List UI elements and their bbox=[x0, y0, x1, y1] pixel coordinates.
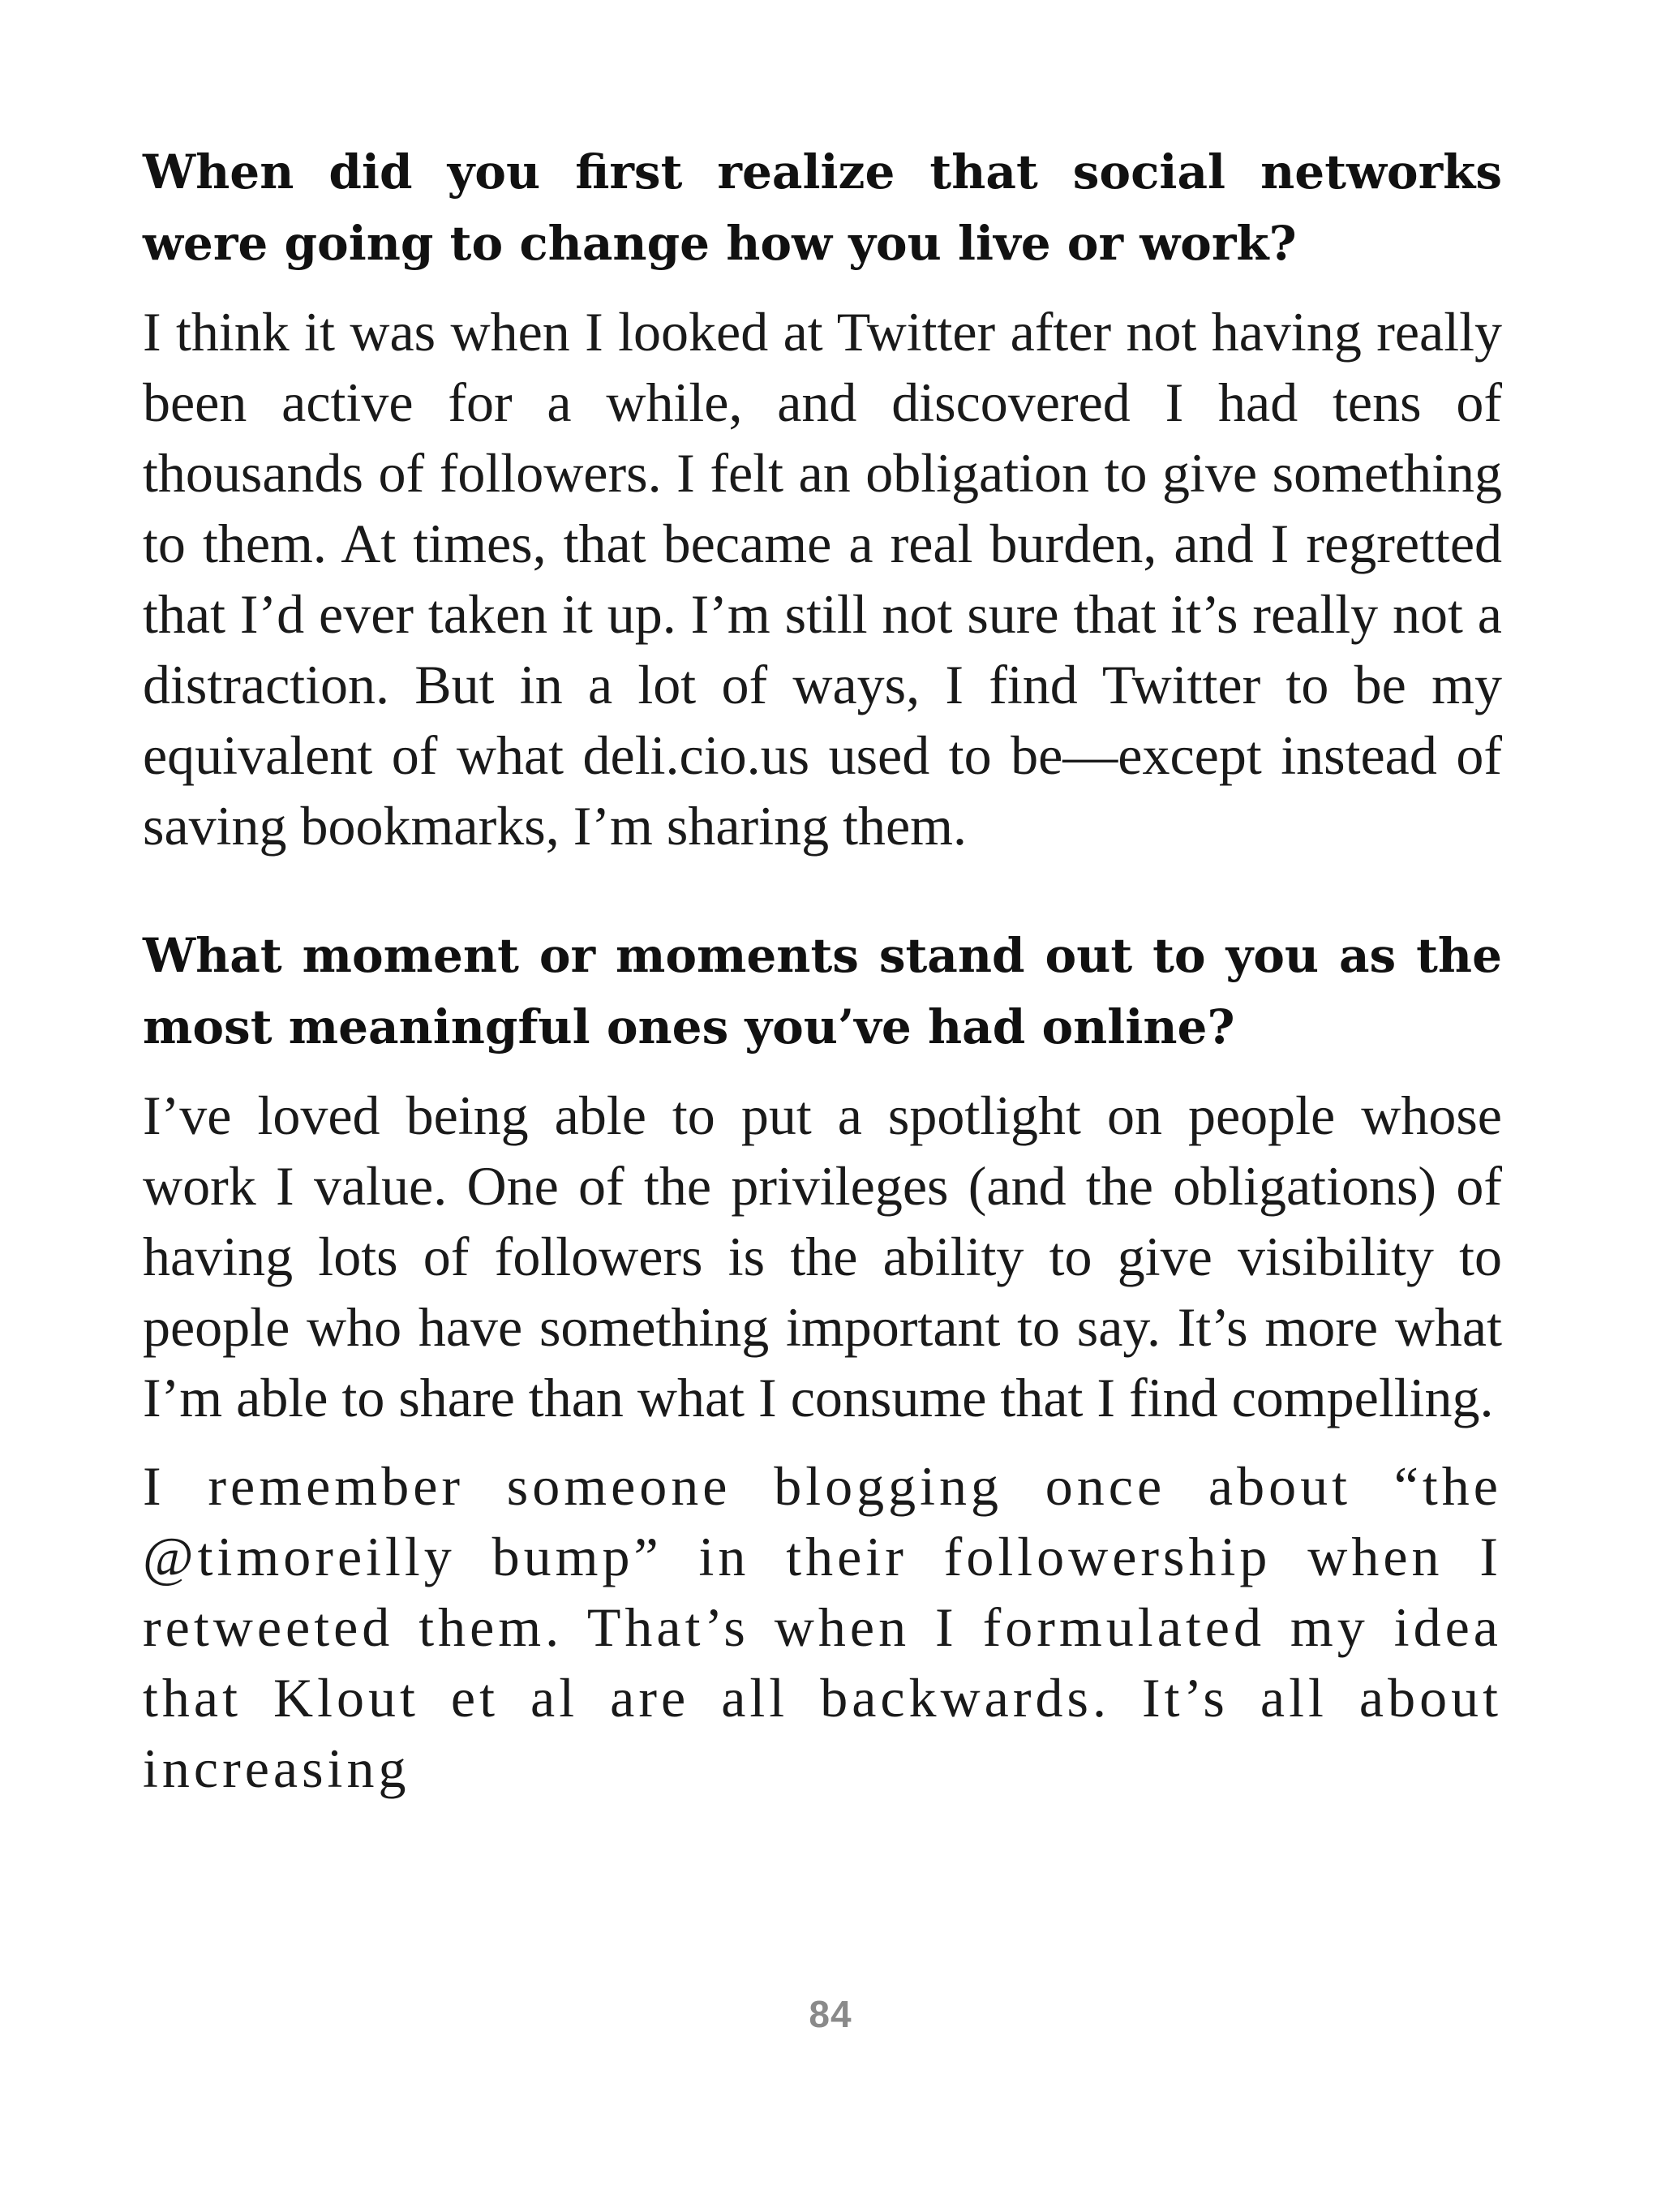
answer-paragraph: I think it was when I looked at Twitter after not having really been active for a while, and discovered I had tens of thousands of followers. I felt an obligation to give something to them. At times, that became a real burden, and I regretted that I’d ever taken it up. I’m still not sure that it’s really not a distraction. But in a lot of ways, I find Twitter to be my equivalent of what deli.cio.us used to be—except instead of saving bookmarks, I’m sharing them. bbox=[143, 301, 1502, 857]
answer-paragraph: I remember someone blogging once about “the @timoreilly bump” in their followership when I retweeted them. That’s when I formulated my idea that Klout et al are all backwards. It’s all about increasing bbox=[143, 1455, 1502, 1799]
answer-paragraph: I’ve loved being able to put a spotlight on people whose work I value. One of the privileges (and the obligations) of having lots of followers is the ability to give visibility to people who have something important to say. It’s more what I’m able to share than what I consume that I find compelling. bbox=[143, 1085, 1502, 1428]
question-heading: What moment or moments stand out to you as the most meaningful ones you’ve had online? bbox=[143, 928, 1502, 1054]
question-heading: When did you first realize that social networks were going to change how you live or work? bbox=[143, 144, 1502, 271]
body-text bbox=[143, 136, 1502, 1822]
page-number: 84 bbox=[809, 1993, 852, 2035]
